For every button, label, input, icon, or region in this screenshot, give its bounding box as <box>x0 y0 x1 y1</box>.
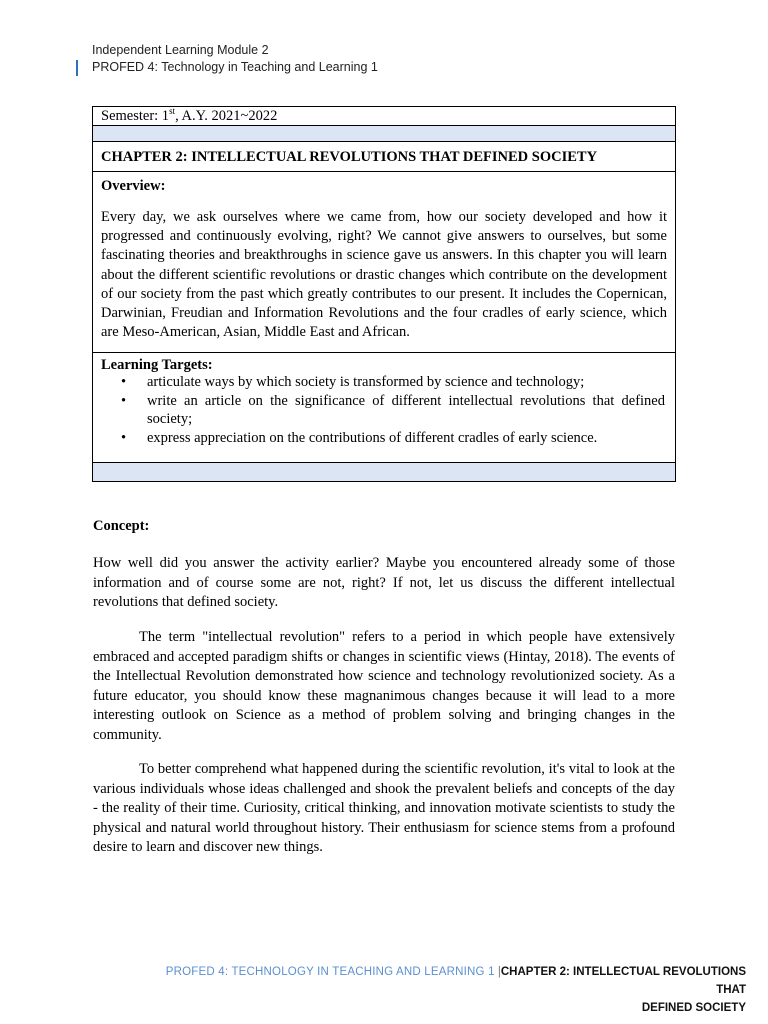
list-item <box>101 373 667 392</box>
overview-text: Every day, we ask ourselves where we came from, how our society developed and how it progressed and continuously evolving, right? We cannot give answers to ourselves, but some fascinating theories and breakthroughs in science gave us answers. In this chapter you will learn about the different scientific revolutions or drastic changes which contribute on the development of our society from the past which greatly contributes to our present. It includes the Copernican, Darwinian, Freudian and Information Revolutions and the four cradles of early science, which are Meso-American, Asian, Middle East and African. <box>101 209 667 341</box>
overview-label: Overview: <box>101 178 166 194</box>
shaded-footer-row <box>93 463 675 481</box>
footer-course: PROFED 4: TECHNOLOGY IN TEACHING AND LEARNING 1 <box>165 966 495 978</box>
footer-line-1 <box>146 963 746 999</box>
learning-targets-row <box>93 353 675 463</box>
bullet-icon: • <box>121 374 127 391</box>
overview-row <box>93 172 675 353</box>
module-info-table <box>92 106 676 482</box>
header-accent-bar <box>76 60 78 76</box>
target-text: write an article on the significance of different intellectual revolutions that defined society; <box>147 392 665 428</box>
footer-chapter-line-2: DEFINED SOCIETY <box>641 1002 746 1014</box>
footer-chapter-line-1: CHAPTER 2: INTELLECTUAL REVOLUTIONS THAT <box>500 966 746 996</box>
semester-superscript: st <box>169 106 176 117</box>
learning-targets-label: Learning Targets: <box>101 357 213 374</box>
target-text: articulate ways by which society is transformed by science and technology; <box>147 374 585 391</box>
concept-heading: Concept: <box>93 518 150 534</box>
bullet-icon: • <box>121 392 127 409</box>
concept-paragraph-3: To better comprehend what happened during the scientific revolution, it's vital to look at the various individuals whose ideas challenged and shook the prevalent beliefs and concepts of the day - the reality of their time. Curiosity, critical thinking, and innovation motivate scientists to study the physical and natural world throughout history. Their enthusiasm for science stems from a profound desire to learn and discover new things. <box>93 761 675 855</box>
concept-paragraph-1: How well did you answer the activity earlier? Maybe you encountered already some of those information and of course some are not, right? If not, let us discuss the different intellectual revolutions that defined society. <box>93 555 675 610</box>
semester-year: , A.Y. 2021~2022 <box>175 108 278 124</box>
learning-targets-list <box>101 373 667 447</box>
module-label: Independent Learning Module 2 <box>92 43 269 57</box>
chapter-title-row <box>93 142 675 172</box>
semester-row <box>93 107 675 126</box>
list-item <box>101 429 667 448</box>
target-text: express appreciation on the contributions of different cradles of early science. <box>147 429 598 446</box>
bullet-icon: • <box>121 429 127 446</box>
page-header <box>76 42 378 76</box>
semester-prefix: Semester: 1 <box>101 108 170 124</box>
concept-paragraph-2: The term "intellectual revolution" refers to a period in which people have extensively embraced and accepted paradigm shifts or changes in scientific views (Hintay, 2018). The events of the Intellectual Revolution demonstrated how science and technology revolutionized society. As a future educator, you should know these magnanimous changes because it will lead to a more interesting outlook on Science as a method of problem solving and bringing changes in the community. <box>93 629 675 743</box>
page-footer <box>146 963 746 1017</box>
list-item <box>101 392 667 429</box>
shaded-divider-row <box>93 126 675 142</box>
chapter-title: CHAPTER 2: INTELLECTUAL REVOLUTIONS THAT DEFINED SOCIETY <box>101 148 598 165</box>
course-label: PROFED 4: Technology in Teaching and Learning 1 <box>92 60 378 74</box>
footer-separator: | <box>494 966 501 978</box>
